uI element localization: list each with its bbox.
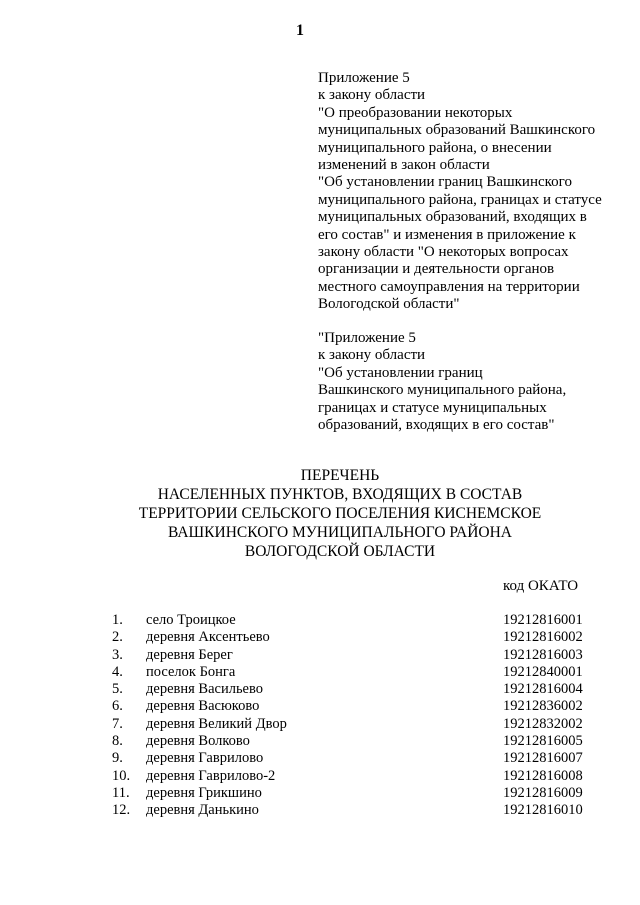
list-item (0, 612, 640, 629)
annex-header (318, 70, 618, 314)
document-title (130, 466, 550, 561)
annex-header-line: закону области "О некоторых вопросах (318, 244, 569, 261)
settlement-name: поселок Бонга (146, 663, 236, 680)
annex-header-line: муниципального района, границах и статусе (318, 191, 602, 208)
list-item (0, 698, 640, 715)
list-item (0, 802, 640, 819)
annex-header-line: организации и деятельности органов (318, 261, 555, 278)
okato-code: 19212816010 (503, 802, 583, 819)
list-item (0, 681, 640, 698)
annex-quote-line: границах и статусе муниципальных (318, 399, 547, 416)
settlement-name: деревня Гаврилово-2 (146, 767, 276, 784)
okato-code: 19212816005 (503, 733, 583, 750)
settlement-name: деревня Васильево (146, 681, 263, 698)
settlement-name: деревня Великий Двор (146, 715, 287, 732)
settlement-name: деревня Грикшино (146, 784, 262, 801)
item-number: 1. (112, 612, 123, 628)
annex-quote-line: "Приложение 5 (318, 330, 416, 346)
title-line: ТЕРРИТОРИИ СЕЛЬСКОГО ПОСЕЛЕНИЯ КИСНЕМСКОЕ (138, 505, 542, 522)
annex-quote-line: к закону области (318, 347, 426, 364)
annex-header-line: муниципальных образований Вашкинского (318, 122, 596, 139)
settlement-name: село Троицкое (146, 612, 236, 628)
title-line: ПЕРЕЧЕНЬ (300, 467, 380, 484)
annex-header-line: местного самоуправления на территории (318, 278, 580, 295)
settlement-name: деревня Аксентьево (146, 629, 270, 646)
list-item (0, 785, 640, 802)
settlement-name: деревня Берег (146, 646, 233, 663)
settlement-name: деревня Волково (146, 733, 250, 750)
annex-header-line: муниципального района, о внесении (318, 139, 552, 156)
item-number: 2. (112, 629, 123, 646)
list-item (0, 733, 640, 750)
annex-header-line: Приложение 5 (318, 70, 410, 86)
okato-code: 19212836002 (503, 698, 583, 715)
list-item (0, 716, 640, 733)
list-item (0, 629, 640, 646)
okato-code: 19212840001 (503, 663, 583, 680)
okato-code: 19212816007 (503, 750, 583, 767)
list-item (0, 768, 640, 785)
annex-quote-line: Вашкинского муниципального района, (318, 382, 567, 399)
item-number: 11. (112, 784, 130, 801)
page-number: 1 (296, 22, 304, 39)
okato-code: 19212816008 (503, 767, 583, 784)
item-number: 4. (112, 663, 123, 680)
settlement-name: деревня Васюково (146, 698, 260, 715)
item-number: 9. (112, 750, 123, 767)
okato-code: 19212816003 (503, 646, 583, 663)
item-number: 10. (112, 767, 131, 784)
settlement-name: деревня Гаврилово (146, 750, 264, 767)
annex-header-line: "О преобразовании некоторых (318, 104, 513, 121)
list-item (0, 647, 640, 664)
annex-quote-line: образований, входящих в его состав" (318, 417, 555, 434)
annex-header-line: муниципальных образований, входящих в (318, 209, 587, 226)
item-number: 6. (112, 698, 123, 715)
annex-header-line: его состав" и изменения в приложение к (318, 226, 576, 243)
item-number: 5. (112, 681, 123, 698)
okato-code: 19212816009 (503, 784, 583, 801)
title-line: ВАШКИНСКОГО МУНИЦИПАЛЬНОГО РАЙОНА (167, 524, 512, 541)
annex-header-line: изменений в закон области (318, 157, 490, 174)
title-line: ВОЛОГОДСКОЙ ОБЛАСТИ (244, 543, 436, 560)
okato-code: 19212832002 (503, 715, 583, 732)
annex-quote-line: "Об установлении границ (318, 364, 483, 381)
settlement-list (0, 612, 640, 820)
annex-header-line: к закону области (318, 87, 426, 104)
okato-column-header: код ОКАТО (503, 578, 579, 594)
annex-header-line: "Об установлении границ Вашкинского (318, 174, 572, 191)
item-number: 8. (112, 733, 123, 750)
okato-code: 19212816004 (503, 681, 583, 698)
annex-header-line: Вологодской области" (318, 296, 460, 313)
item-number: 12. (112, 802, 131, 819)
okato-code: 19212816001 (503, 612, 583, 628)
settlement-name: деревня Данькино (146, 802, 259, 819)
okato-code: 19212816002 (503, 629, 583, 646)
item-number: 3. (112, 646, 123, 663)
title-line: НАСЕЛЕННЫХ ПУНКТОВ, ВХОДЯЩИХ В СОСТАВ (157, 486, 523, 503)
annex-quote (318, 330, 618, 434)
list-item (0, 664, 640, 681)
list-item (0, 750, 640, 767)
item-number: 7. (112, 715, 123, 732)
